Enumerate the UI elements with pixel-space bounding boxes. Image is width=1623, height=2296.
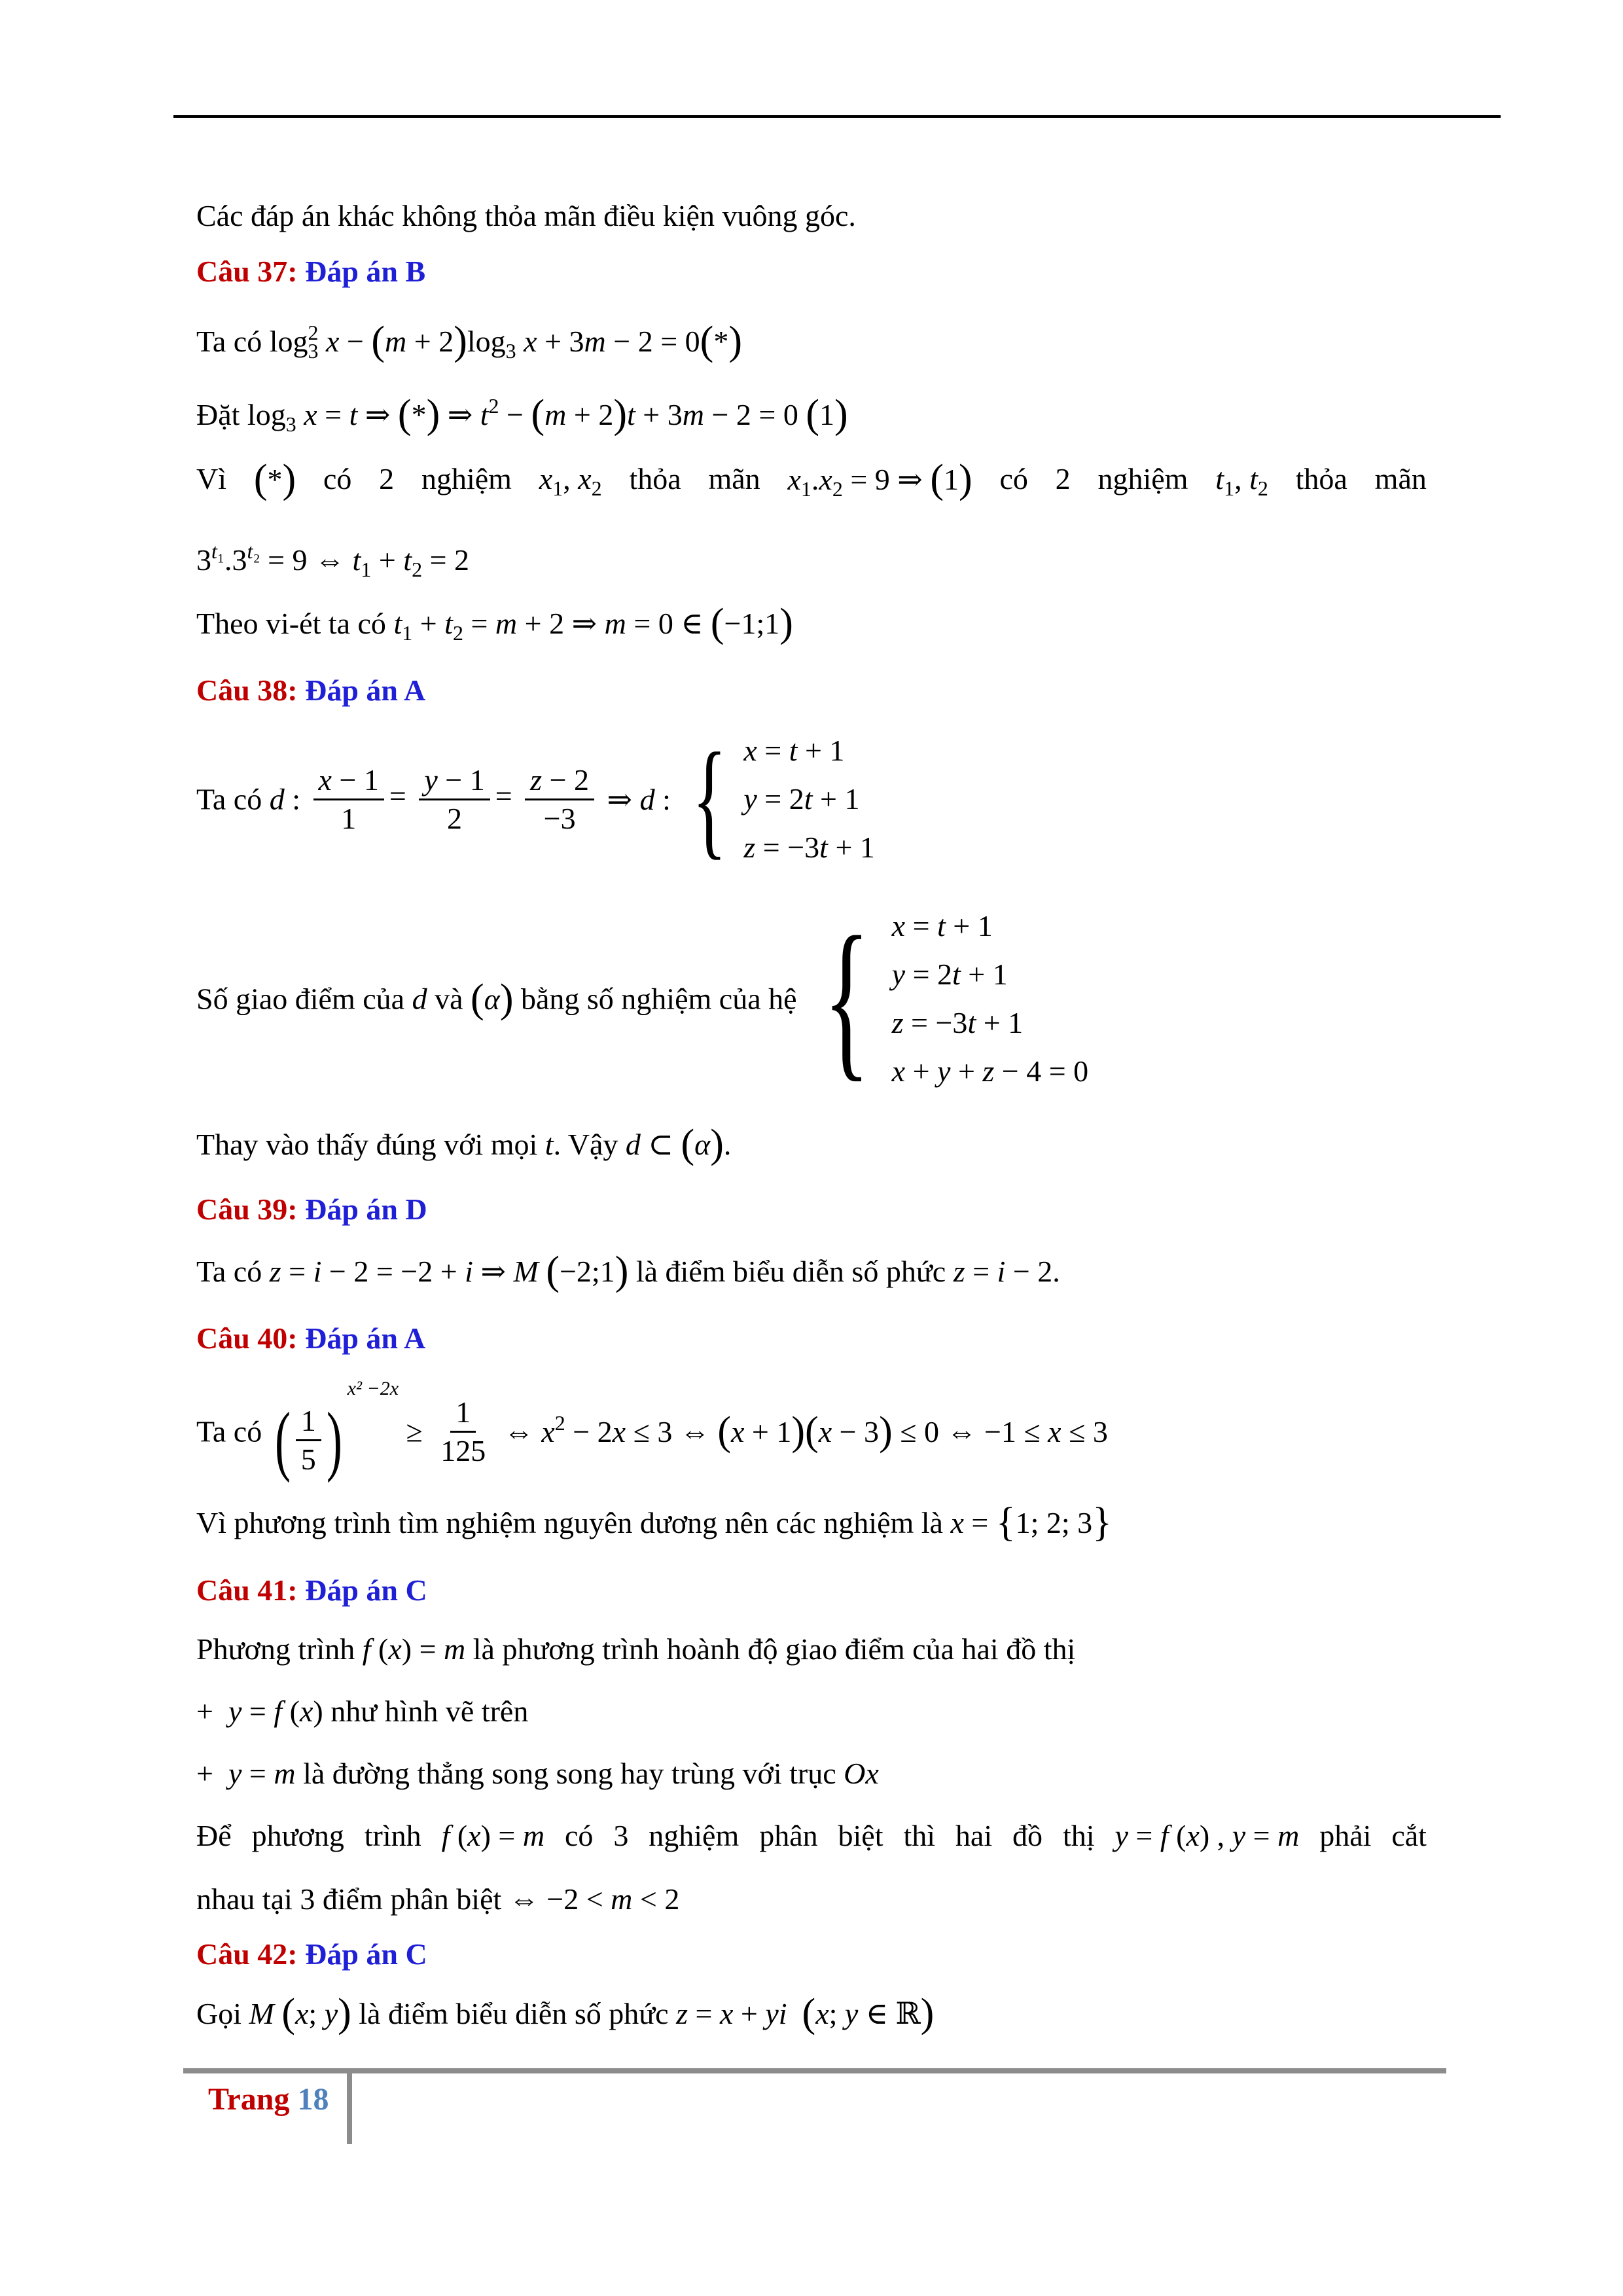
q40-line2: Vì phương trình tìm nghiệm nguyên dương nên các nghiệm là x = {1; 2; 3}	[196, 1500, 1112, 1545]
header-rule	[173, 115, 1501, 118]
q37-line5: Theo vi-ét ta có $t_1 + t_2 = m + 2$ ⇒ m = 0 ∈ (−1;1)	[196, 601, 793, 645]
q42-line1: Gọi M (x; y) là điểm biểu diễn số phức z = x + yi (x; y ∈ ℝ)	[196, 1991, 935, 2036]
formula: t	[544, 1128, 554, 1161]
intro-text: Các đáp án khác không thỏa mãn điều kiện vuông góc.	[196, 199, 856, 232]
formula: y = f (x)	[228, 1695, 323, 1728]
formula: $x_1$, $x_2$	[539, 462, 602, 500]
formula: d :	[269, 782, 301, 816]
q38-heading: Câu 38: Đáp án A	[196, 673, 426, 707]
formula: z = i − 2 = −2 + i ⇒ M (−2;1)	[269, 1249, 629, 1293]
q40-line1: Ta có ( $\frac{1}{5}$ )$^{x^2 -2x}$ ≥ $\frac{1}{125}$ ⇔ $x^2 - 2x \le 3$ ⇔ (x + 1)(x − 3) ≤ 0 ⇔ −1 ≤ x ≤ 3	[196, 1378, 1108, 1484]
q39-heading: Câu 39: Đáp án D	[196, 1193, 427, 1226]
q38-line1: Ta có d : $\frac{x - 1}{1}$ = $\frac{y - 1}{2}$ = $\frac{z - 2}{-3}$ ⇒ d : { x = t + 1 y = 2t + 1 z = −3t + 1	[196, 726, 875, 871]
q41-line5: nhau tại 3 điểm phân biệt ⇔ −2 < m < 2	[196, 1882, 680, 1916]
formula: f (x) = m	[362, 1632, 466, 1666]
q37-line4	[196, 531, 469, 589]
q37-line2: Đặt $\log_3 x = t$ ⇒ (*) ⇒ $t^2 - (m + 2)t + 3m - 2 = 0$ (1)	[196, 392, 848, 437]
q38-line2: Số giao điểm của d và (α) bằng số nghiệm của hệ { x = t + 1 y = 2t + 1 z = −3t + 1 x + y + z − 4 = 0	[196, 901, 1089, 1096]
formula: (*)	[253, 457, 296, 501]
q38-line3: Thay vào thấy đúng với mọi t. Vậy d ⊂ (α).	[196, 1122, 732, 1166]
q41-line2: + y = f (x) như hình vẽ trên	[196, 1695, 529, 1728]
equation-system: { x = t + 1 y = 2t + 1 z = −3t + 1	[692, 726, 875, 871]
formula: x = {1; 2; 3}	[950, 1500, 1112, 1545]
formula: $t_1 + t_2 = m + 2$ ⇒ m = 0 ∈ (−1;1)	[393, 601, 793, 645]
formula: $t_1$, $t_2$	[1215, 462, 1268, 500]
fraction: $\frac{y - 1}{2}$	[419, 762, 490, 837]
bullet-plus: +	[196, 1695, 213, 1728]
q41-line4: Để phương trình f (x) = m có 3 nghiệm phân biệt thì hai đồ thị y = f (x) , y = m phải cắt	[196, 1816, 1427, 1856]
q37-heading: Câu 37: Đáp án B	[196, 255, 426, 288]
formula: $\log_3 x = t$ ⇒ (*) ⇒ $t^2 - (m + 2)t + 3m - 2 = 0$ (1)	[247, 392, 848, 437]
formula: $\log_3^2 x - (m + 2)\log_3$ x + 3m − 2 = 0(*)	[269, 319, 742, 363]
q41-heading: Câu 41: Đáp án C	[196, 1573, 427, 1607]
formula: f (x) = m	[441, 1819, 545, 1852]
formula: y = m	[228, 1757, 296, 1790]
formula: M (x; y)	[249, 1991, 351, 2036]
q40-heading: Câu 40: Đáp án A	[196, 1321, 426, 1355]
formula: (α)	[471, 976, 514, 1021]
formula: d ⊂ (α).	[625, 1122, 732, 1166]
formula: d	[412, 982, 427, 1016]
formula: ⇔ $x^2 - 2x \le 3$ ⇔ (x + 1)(x − 3) ≤ 0 ⇔ −1 ≤ x ≤ 3	[503, 1408, 1108, 1454]
footer-divider	[347, 2072, 352, 2144]
fraction: $\frac{x - 1}{1}$	[313, 762, 384, 837]
formula: z = x + yi (x; y ∈ ℝ)	[676, 1991, 935, 2036]
formula: y = f (x) , y = m	[1115, 1819, 1300, 1852]
q39-line1: Ta có z = i − 2 = −2 + i ⇒ M (−2;1) là điểm biểu diễn số phức z = i − 2.	[196, 1249, 1060, 1293]
footer-rule	[183, 2068, 1446, 2073]
formula: ⇔ −2 < m < 2	[508, 1882, 680, 1916]
q41-line1: Phương trình f (x) = m là phương trình hoành độ giao điểm của hai đồ thị	[196, 1632, 1076, 1666]
bullet-plus: +	[196, 1757, 213, 1790]
q37-line1: Ta có $\log_3^2 x - (m + 2)\log_3$ x + 3m − 2 = 0(*)	[196, 319, 742, 363]
q37-line3: Vì (*) có 2 nghiệm $x_1$, $x_2$ thỏa mãn $x_1.x_2 = 9$ ⇒ (1) có 2 nghiệm $t_1$, $t_2$ thỏa mãn	[196, 459, 1427, 509]
formula: ( $\frac{1}{5}$ )$^{x^2 -2x}$	[274, 1378, 399, 1484]
page-footer: Trang 18	[208, 2082, 329, 2117]
q42-heading: Câu 42: Đáp án C	[196, 1937, 427, 1971]
formula: Ox	[844, 1757, 879, 1790]
formula: z = i − 2.	[953, 1255, 1060, 1288]
page-number: 18	[297, 2082, 329, 2117]
formula: $x_1.x_2 = 9$ ⇒ (1)	[787, 457, 972, 501]
fraction: $\frac{z - 2}{-3}$	[525, 762, 594, 837]
equation-system: { x = t + 1 y = 2t + 1 z = −3t + 1 x + y + z − 4 = 0	[823, 901, 1089, 1096]
fraction: $\frac{1}{125}$	[440, 1395, 486, 1467]
formula: $3^{t_1}.3^{t_2} = 9$ ⇔ $t_1 + t_2 = 2$	[196, 539, 470, 581]
q41-line3: + y = m là đường thẳng song song hay trùng với trục Ox	[196, 1757, 879, 1790]
